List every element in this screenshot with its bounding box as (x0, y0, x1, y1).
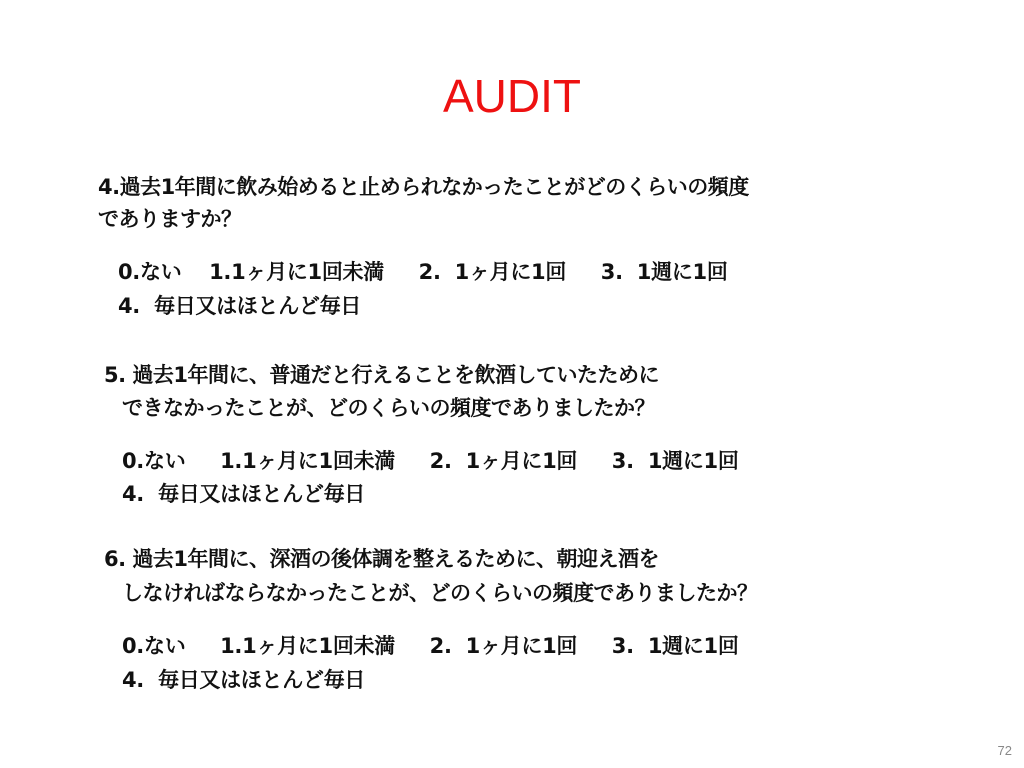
question-4-options-line-2: 4. 毎日又はほとんど毎日 (118, 294, 362, 318)
question-6-options-line-2: 4. 毎日又はほとんど毎日 (122, 668, 366, 692)
question-5-options-line-2: 4. 毎日又はほとんど毎日 (122, 482, 366, 506)
question-6-text-line-2: しなければならなかったことが、どのくらいの頻度でありましたか？ (122, 581, 758, 605)
page-number: 72 (997, 743, 1012, 758)
question-4-text-line-2: でありますか？ (98, 207, 242, 231)
question-4-options-line-1: 0.ない 1.1ヶ月に1回未満 2. 1ヶ月に1回 3. 1週に1回 (118, 260, 728, 284)
question-5-text-line-2: できなかったことが、どのくらいの頻度でありましたか？ (122, 396, 655, 420)
slide-title: AUDIT (443, 70, 581, 122)
question-6-options-line-1: 0.ない 1.1ヶ月に1回未満 2. 1ヶ月に1回 3. 1週に1回 (122, 634, 739, 658)
question-6-text-line-1: 6. 過去1年間に、深酒の後体調を整えるために、朝迎え酒を (104, 547, 660, 571)
question-4-text-line-1: 4.過去1年間に飲み始めると止められなかったことがどのくらいの頻度 (98, 175, 749, 199)
question-5-text-line-1: 5. 過去1年間に、普通だと行えることを飲酒していたために (104, 363, 660, 387)
question-5-options-line-1: 0.ない 1.1ヶ月に1回未満 2. 1ヶ月に1回 3. 1週に1回 (122, 449, 739, 473)
